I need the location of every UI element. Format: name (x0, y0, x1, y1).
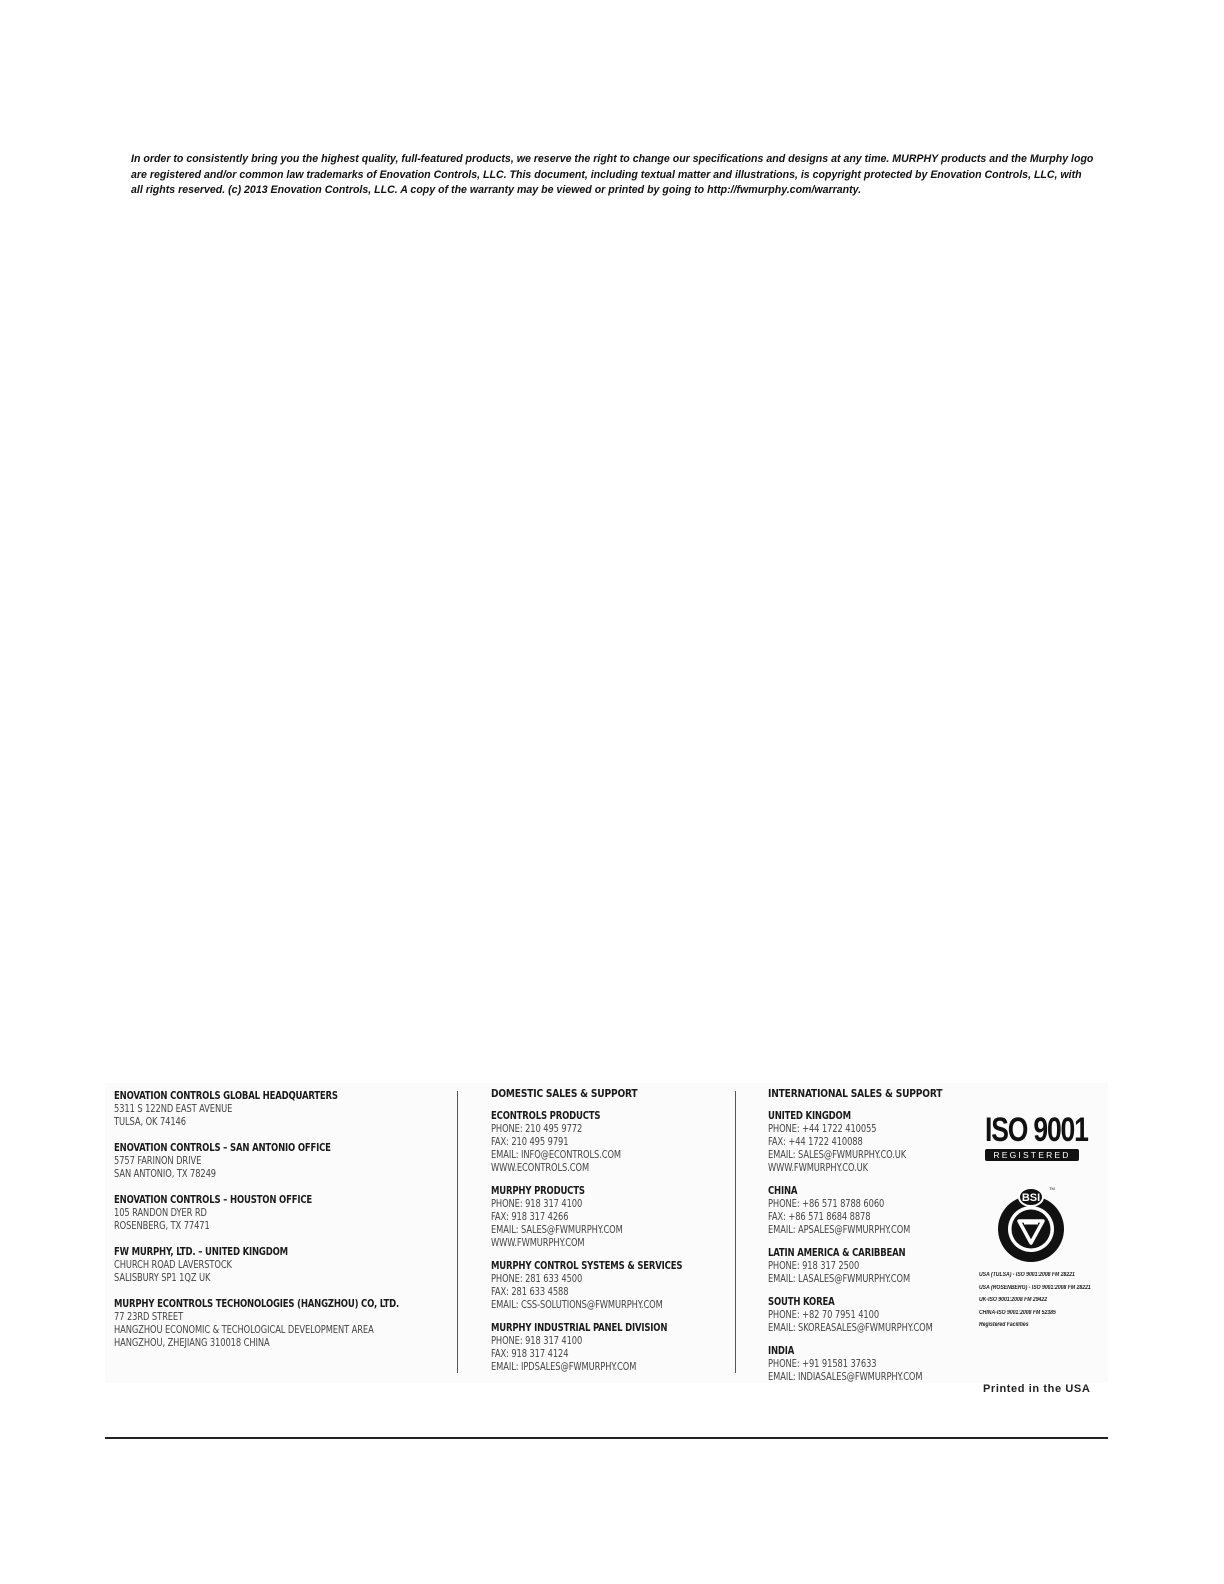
office-block (114, 1246, 459, 1285)
iso-cert-list (979, 1269, 1109, 1332)
contact-line: EMAIL: SALES@FWMURPHY.CO.UK (768, 1149, 907, 1161)
contact-line: EMAIL: CSS-SOLUTIONS@FWMURPHY.COM (491, 1299, 663, 1311)
bsi-text: BSI (1021, 1192, 1041, 1204)
contact-name: MURPHY INDUSTRIAL PANEL DIVISION (491, 1322, 668, 1334)
office-address-line: SALISBURY SP1 1QZ UK (114, 1272, 211, 1284)
office-address-line: 5311 S 122ND EAST AVENUE (114, 1103, 233, 1115)
domestic-sales-column (491, 1087, 731, 1384)
iso-certification-area (977, 1107, 1107, 1395)
office-name: ENOVATION CONTROLS – HOUSTON OFFICE (114, 1194, 313, 1206)
contact-line: WWW.ECONTROLS.COM (491, 1162, 590, 1174)
office-block (114, 1090, 459, 1129)
contact-name: LATIN AMERICA & CARIBBEAN (768, 1247, 906, 1259)
contact-line: EMAIL: INFO@ECONTROLS.COM (491, 1149, 622, 1161)
contact-panel (105, 1083, 1108, 1395)
contact-block (491, 1185, 731, 1250)
office-address-line: 5757 FARINON DRIVE (114, 1155, 202, 1167)
contact-line: EMAIL: APSALES@FWMURPHY.COM (768, 1224, 911, 1236)
office-address-line: CHURCH ROAD LAVERSTOCK (114, 1259, 232, 1271)
contact-line: PHONE: +91 91581 37633 (768, 1358, 877, 1370)
office-name: FW MURPHY, LTD. – UNITED KINGDOM (114, 1246, 288, 1258)
iso-9001-logo (985, 1111, 1088, 1161)
contact-block (768, 1110, 983, 1175)
contact-line: FAX: 918 317 4124 (491, 1348, 569, 1360)
contact-line: WWW.FWMURPHY.COM (491, 1237, 585, 1249)
bsi-kitemark-icon (997, 1177, 1069, 1265)
contact-block (768, 1185, 983, 1237)
contact-line: EMAIL: INDIASALES@FWMURPHY.COM (768, 1371, 923, 1383)
trademark-text: TM (1049, 1186, 1055, 1191)
contact-block (491, 1322, 731, 1374)
international-sales-column (768, 1087, 983, 1394)
cert-line: Registered Facilities (979, 1322, 1029, 1328)
cert-line: USA (ROSENBERG) - ISO 9001:2008 FM 28221 (979, 1284, 1091, 1291)
contact-line: EMAIL: SKOREASALES@FWMURPHY.COM (768, 1322, 933, 1334)
contact-block (768, 1345, 983, 1384)
printed-in-usa: Printed in the USA (983, 1383, 1091, 1395)
contact-line: EMAIL: IPDSALES@FWMURPHY.COM (491, 1361, 637, 1373)
footer-rule (105, 1437, 1108, 1439)
contact-block (768, 1296, 983, 1335)
column-divider (735, 1091, 736, 1373)
office-address-line: HANGZHOU ECONOMIC & TECHOLOGICAL DEVELOPMENT AREA (114, 1324, 374, 1336)
contact-line: FAX: 281 633 4588 (491, 1286, 569, 1298)
contact-line: EMAIL: SALES@FWMURPHY.COM (491, 1224, 623, 1236)
office-name: ENOVATION CONTROLS GLOBAL HEADQUARTERS (114, 1090, 338, 1102)
disclaimer-text: In order to consistently bring you the highest quality, full-featured products, we reserve the right to change our specifications and designs at any time. MURPHY products and the Murphy logo are registered and/or common law trademarks of Enovation Controls, LLC. This document, including textual matter and illustrations, is copyright protected by Enovation Controls, LLC, with all rights reserved. (c) 2013 Enovation Controls, LLC. A copy of the warranty may be viewed or printed by going to http://fwmurphy.com/warranty. (131, 153, 1094, 196)
office-address-line: TULSA, OK 74146 (114, 1116, 186, 1128)
contact-block (768, 1247, 983, 1286)
contact-block (491, 1110, 731, 1175)
office-name: MURPHY ECONTROLS TECHONOLOGIES (HANGZHOU) CO, LTD. (114, 1298, 400, 1310)
contact-line: PHONE: 918 317 4100 (491, 1335, 583, 1347)
contact-line: FAX: 210 495 9791 (491, 1136, 569, 1148)
contact-name: INDIA (768, 1345, 795, 1357)
office-address-line: 77 23RD STREET (114, 1311, 184, 1323)
contact-line: EMAIL: LASALES@FWMURPHY.COM (768, 1273, 911, 1285)
cert-line: CHINA-ISO 9001:2008 FM 52385 (979, 1309, 1056, 1316)
office-address-line: ROSENBERG, TX 77471 (114, 1220, 210, 1232)
contact-line: PHONE: +82 70 7951 4100 (768, 1309, 880, 1321)
cert-line: USA (TULSA) - ISO 9001:2008 FM 28221 (979, 1272, 1075, 1278)
office-block (114, 1142, 459, 1181)
contact-line: PHONE: 918 317 4100 (491, 1198, 583, 1210)
contact-name: CHINA (768, 1185, 798, 1197)
office-block (114, 1298, 459, 1350)
contact-name: UNITED KINGDOM (768, 1110, 851, 1122)
column-divider (457, 1091, 458, 1373)
contact-block (491, 1260, 731, 1312)
headquarters-column (114, 1090, 459, 1363)
office-block (114, 1194, 459, 1233)
contact-name: SOUTH KOREA (768, 1296, 835, 1308)
contact-line: FAX: +44 1722 410088 (768, 1136, 863, 1148)
contact-name: ECONTROLS PRODUCTS (491, 1110, 601, 1122)
contact-line: PHONE: 210 495 9772 (491, 1123, 583, 1135)
office-address-line: 105 RANDON DYER RD (114, 1207, 207, 1219)
international-sales-heading: INTERNATIONAL SALES & SUPPORT (768, 1087, 943, 1100)
contact-name: MURPHY CONTROL SYSTEMS & SERVICES (491, 1260, 683, 1272)
contact-line: WWW.FWMURPHY.CO.UK (768, 1162, 868, 1174)
contact-line: PHONE: 918 317 2500 (768, 1260, 860, 1272)
iso-title: ISO 9001 (985, 1111, 1088, 1149)
iso-registered-banner: REGISTERED (985, 1149, 1079, 1161)
cert-line: UK-ISO 9001:2008 FM 29422 (979, 1297, 1048, 1303)
domestic-sales-heading: DOMESTIC SALES & SUPPORT (491, 1087, 638, 1100)
office-address-line: HANGZHOU, ZHEJIANG 310018 CHINA (114, 1337, 270, 1349)
contact-line: PHONE: +44 1722 410055 (768, 1123, 877, 1135)
contact-line: PHONE: 281 633 4500 (491, 1273, 583, 1285)
contact-line: PHONE: +86 571 8788 6060 (768, 1198, 885, 1210)
office-name: ENOVATION CONTROLS – SAN ANTONIO OFFICE (114, 1142, 331, 1154)
contact-name: MURPHY PRODUCTS (491, 1185, 585, 1197)
contact-line: FAX: +86 571 8684 8878 (768, 1211, 871, 1223)
office-address-line: SAN ANTONIO, TX 78249 (114, 1168, 217, 1180)
contact-line: FAX: 918 317 4266 (491, 1211, 569, 1223)
